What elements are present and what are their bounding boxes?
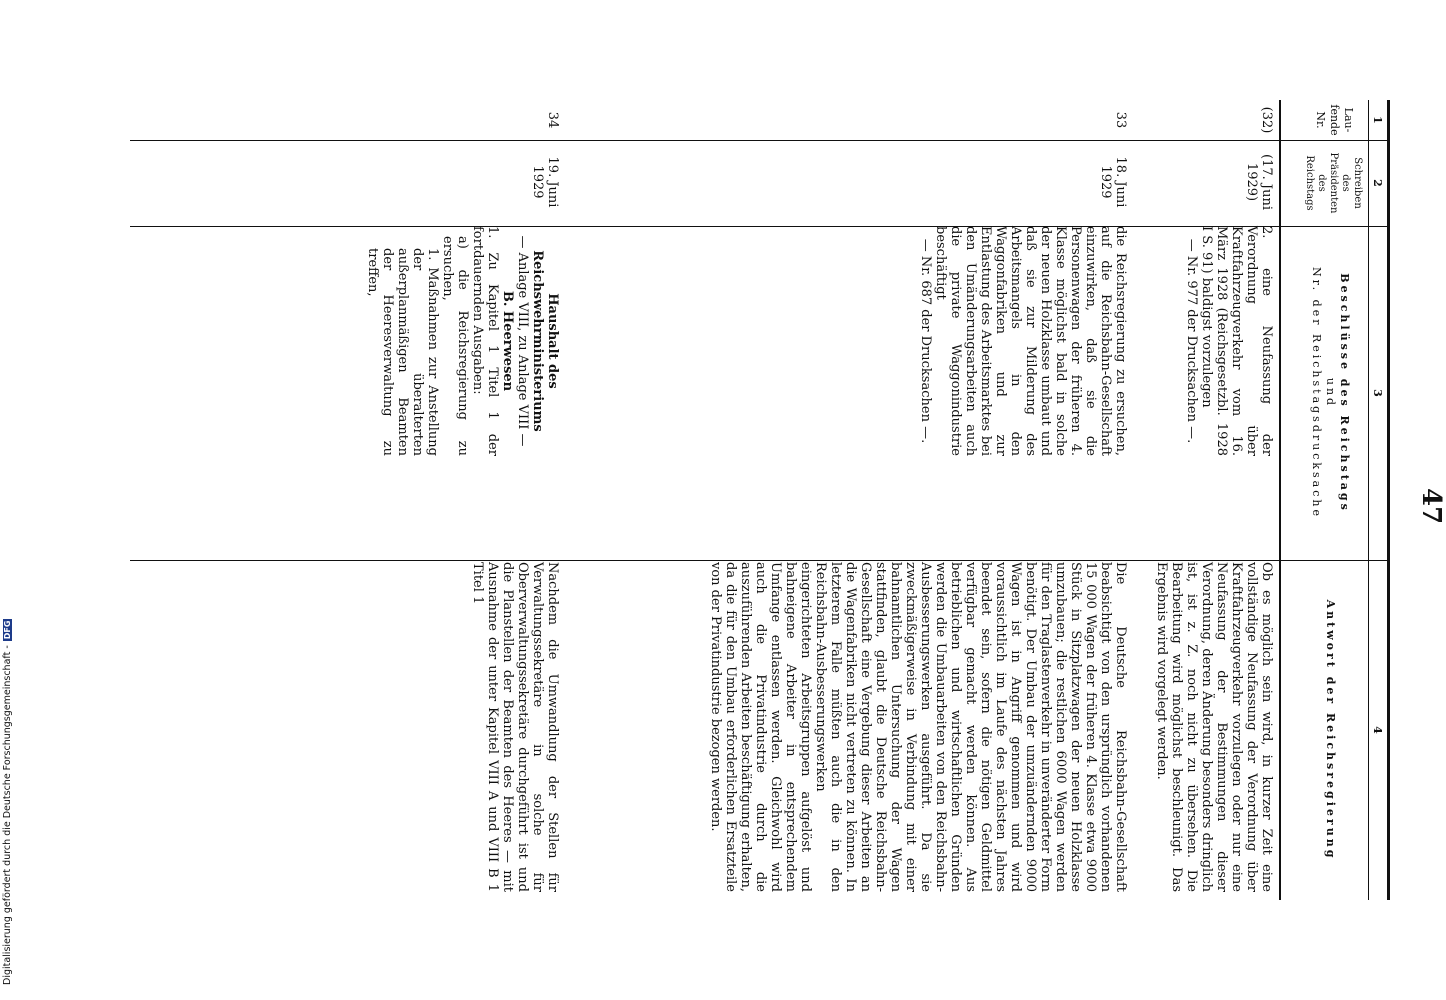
rotated-page bbox=[130, 100, 1446, 900]
row-date: 18. Juni 1929 bbox=[1098, 156, 1128, 208]
header-col1: Lau- fende Nr. bbox=[1314, 104, 1355, 136]
col-number-4: 4 bbox=[1371, 726, 1384, 734]
col-number-3: 3 bbox=[1371, 389, 1384, 397]
table-header bbox=[1279, 100, 1390, 900]
header-col3: Beschlüsse des Reichstags und Nr. der Reichstagsdrucksache bbox=[1310, 266, 1351, 519]
header-number-rule bbox=[1368, 100, 1369, 900]
row-beschluss: 2. eine Neufassung der Verordnung über Kraftfahrzeugverkehr vom 16. März 1928 (Reichsgesetzbl. 1928 I S. 91) baldigst vorzulegen — Nr. 977 der Drucksachen —. bbox=[1184, 226, 1274, 456]
row-beschluss: Haushalt des Reichswehrministeriums — Anlage VIII, zu Anlage VIII — B. Heerwesen 1. Zu Kapitel 1 Titel 1 der fortdauernden Ausgaben: a) die Reichsregierung zu ersuchen, 1. Maßnahmen zur Anstellung der überalterten außerplanmäßigen Beamten der Heeresverwaltung zu treffen, bbox=[365, 226, 560, 456]
row-antwort: Die Deutsche Reichsbahn-Gesellschaft beabsichtigt von den ursprünglich vorhandenen 15 000 Wagen der früheren 4. Klasse etwa 9000 Stück in Sitzplatzwagen der neuen Holzklasse umzubauen; die restlichen 6000 Wagen werden für den Traglastenverkehr in unveränderter Form benötigt. Der Umbau der umzuändernden 9000 Wagen ist in Angriff genommen und wird voraussichtlich im Laufe des nächsten Jahres beendet sein, sofern die nötigen Geldmittel verfügbar gemacht werden können. Aus betrieblichen und wirtschaftlichen Gründen werden die Umbauarbeiten von den Reichsbahn-Ausbesserungswerken ausgeführt. Da sie zweckmäßigerweise in Verbindung mit einer bahnamtlichen Untersuchung der Wagen stattfinden, glaubt die Deutsche Reichsbahn-Gesellschaft eine Vergebung dieser Arbeiten an die Wagenfabriken nicht vertreten zu können. In letzterem Falle müßten auch die in den Reichsbahn-Ausbesserungswerken eingerichteten Arbeitsgruppen aufgelöst und bahneigene Arbeiter in entsprechendem Umfange entlassen werden. Gleichwohl wird auch die Privatindustrie durch die auszuführenden Arbeiten beschäftigung erhalten, da die für den Umbau erforderlichen Ersatzteile von der Privatindustrie bezogen werden. bbox=[708, 562, 1128, 892]
column-divider bbox=[130, 140, 1284, 141]
row-beschluss: die Reichsregierung zu ersuchen, auf die Reichsbahn-Gesellschaft einzuwirken, daß sie die Personenwagen der früheren 4. Klasse möglichst bald in solche der neuen Holzklasse umbaut und daß sie zur Milderung des Arbeitsmangels in den Waggonfabriken und zur Entlastung des Arbeitsmarktes bei den Umänderungsarbeiten auch die private Waggonindustrie beschäftigt — Nr. 687 der Drucksachen —. bbox=[918, 226, 1128, 456]
row-antwort: Ob es möglich sein wird, in kurzer Zeit eine vollständige Neufassung der Verordnung über Kraftfahrzeugverkehr vorzulegen oder nur eine Neufassung der Bestimmungen dieser Verordnung, deren Änderung besonders dringlich ist, ist z. Z. noch nicht zu übersehen. Die Bearbeitung wird möglichst beschleunigt. Das Ergebnis wird vorgelegt werden. bbox=[1154, 562, 1274, 892]
col-number-1: 1 bbox=[1371, 116, 1384, 124]
digitization-credit bbox=[2, 0, 13, 985]
page-number: 47 bbox=[1416, 488, 1446, 525]
row-date: 19. Juni 1929 bbox=[530, 156, 560, 208]
row-nr: 34 bbox=[545, 111, 560, 129]
row-nr: 33 bbox=[1113, 111, 1128, 129]
column-divider bbox=[130, 560, 1284, 561]
header-col4: Antwort der Reichsregierung bbox=[1324, 599, 1337, 861]
dfg-logo: DFG bbox=[3, 620, 12, 640]
credit-sidebar bbox=[0, 0, 24, 1000]
row-date: (17. Juni 1929) bbox=[1244, 154, 1274, 210]
row-nr: (32) bbox=[1259, 106, 1274, 134]
col-number-2: 2 bbox=[1371, 179, 1384, 187]
row-antwort: Nachdem die Umwandlung der Stellen für Verwaltungssekretäre in solche für Oberverwaltungssekretäre durchgeführt ist und die Planstellen der Beamten des Heeres — mit Ausnahme der unter Kapitel VIII A und VIII B 1 Titel 1 bbox=[470, 562, 560, 892]
header-col2: Schreiben des Präsidenten des Reichstags bbox=[1304, 152, 1363, 214]
credit-text: Digitalisierung gefördert durch die Deutsche Forschungsgemeinschaft - bbox=[2, 645, 13, 985]
